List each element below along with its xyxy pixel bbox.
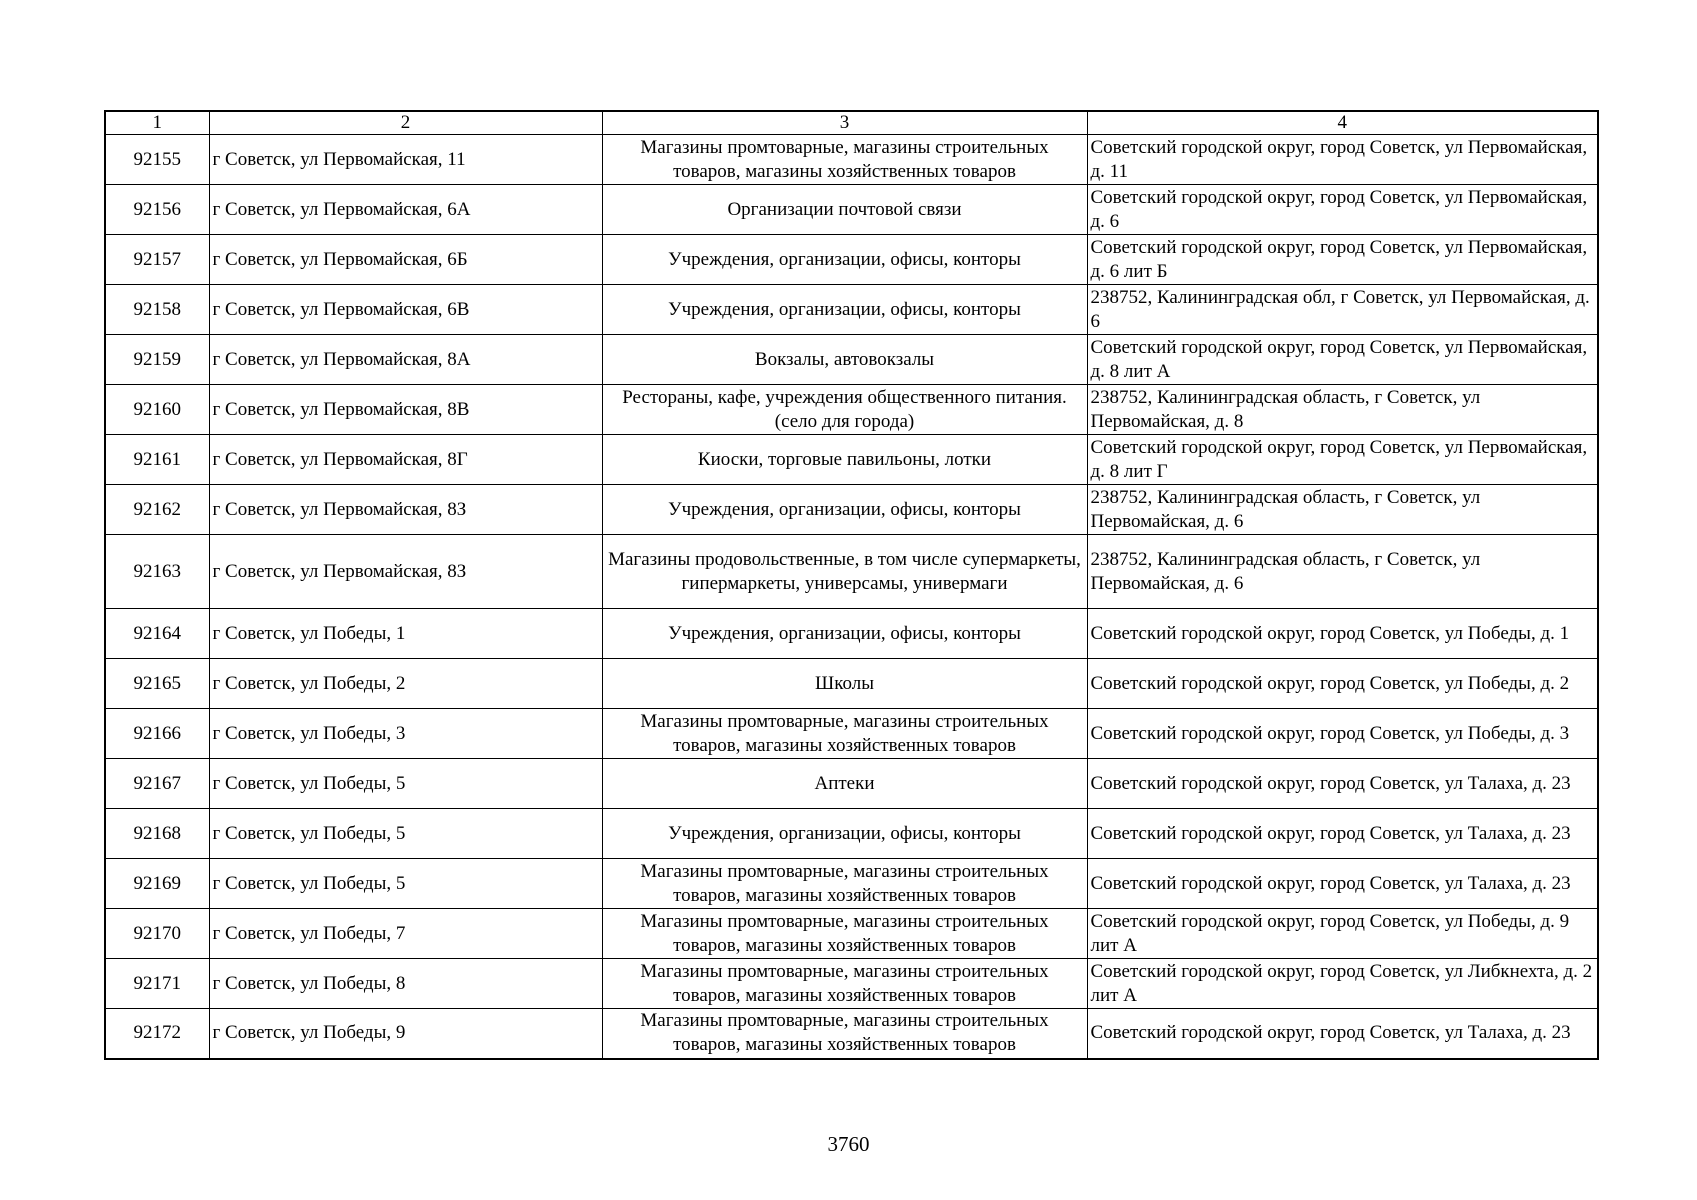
header-cell-1: 1 [105, 111, 209, 135]
row-number-cell: 92169 [105, 859, 209, 909]
table-row [105, 135, 1598, 185]
header-cell-3: 3 [602, 111, 1087, 135]
location-cell: Советский городской округ, город Советск, ул Первомайская, д. 11 [1087, 135, 1598, 185]
location-cell: 238752, Калининградская область, г Советск, ул Первомайская, д. 6 [1087, 485, 1598, 535]
object-type-cell: Школы [602, 659, 1087, 709]
row-number-cell: 92166 [105, 709, 209, 759]
data-table [104, 110, 1599, 1060]
location-cell: 238752, Калининградская область, г Советск, ул Первомайская, д. 6 [1087, 535, 1598, 609]
table-row [105, 285, 1598, 335]
row-number-cell: 92161 [105, 435, 209, 485]
address-cell: г Советск, ул Победы, 5 [209, 759, 602, 809]
table-row [105, 485, 1598, 535]
row-number-cell: 92167 [105, 759, 209, 809]
location-cell: Советский городской округ, город Советск, ул Победы, д. 1 [1087, 609, 1598, 659]
object-type-cell: Магазины промтоварные, магазины строительных товаров, магазины хозяйственных товаров [602, 859, 1087, 909]
table-row [105, 435, 1598, 485]
location-cell: Советский городской округ, город Советск, ул Либкнехта, д. 2 лит А [1087, 959, 1598, 1009]
address-cell: г Советск, ул Первомайская, 8В [209, 385, 602, 435]
object-type-cell: Аптеки [602, 759, 1087, 809]
row-number-cell: 92165 [105, 659, 209, 709]
object-type-cell: Учреждения, организации, офисы, конторы [602, 609, 1087, 659]
location-cell: Советский городской округ, город Советск, ул Первомайская, д. 6 [1087, 185, 1598, 235]
object-type-cell: Учреждения, организации, офисы, конторы [602, 235, 1087, 285]
row-number-cell: 92156 [105, 185, 209, 235]
object-type-cell: Учреждения, организации, офисы, конторы [602, 285, 1087, 335]
address-cell: г Советск, ул Победы, 9 [209, 1009, 602, 1059]
object-type-cell: Учреждения, организации, офисы, конторы [602, 809, 1087, 859]
location-cell: Советский городской округ, город Советск, ул Талаха, д. 23 [1087, 809, 1598, 859]
row-number-cell: 92160 [105, 385, 209, 435]
object-type-cell: Организации почтовой связи [602, 185, 1087, 235]
address-cell: г Советск, ул Первомайская, 6Б [209, 235, 602, 285]
location-cell: 238752, Калининградская область, г Советск, ул Первомайская, д. 8 [1087, 385, 1598, 435]
location-cell: Советский городской округ, город Советск, ул Первомайская, д. 8 лит А [1087, 335, 1598, 385]
address-cell: г Советск, ул Первомайская, 8З [209, 535, 602, 609]
table-row [105, 385, 1598, 435]
object-type-cell: Вокзалы, автовокзалы [602, 335, 1087, 385]
location-cell: Советский городской округ, город Советск, ул Первомайская, д. 6 лит Б [1087, 235, 1598, 285]
address-cell: г Советск, ул Первомайская, 8А [209, 335, 602, 385]
object-type-cell: Магазины продовольственные, в том числе супермаркеты, гипермаркеты, универсамы, универмаги [602, 535, 1087, 609]
table-row [105, 1009, 1598, 1059]
page-number: 3760 [827, 1132, 870, 1156]
row-number-cell: 92158 [105, 285, 209, 335]
address-cell: г Советск, ул Первомайская, 11 [209, 135, 602, 185]
location-cell: Советский городской округ, город Советск, ул Талаха, д. 23 [1087, 859, 1598, 909]
location-cell: Советский городской округ, город Советск, ул Победы, д. 3 [1087, 709, 1598, 759]
table-row [105, 859, 1598, 909]
header-cell-4: 4 [1087, 111, 1598, 135]
header-row [105, 111, 1598, 135]
location-cell: 238752, Калининградская обл, г Советск, ул Первомайская, д. 6 [1087, 285, 1598, 335]
address-cell: г Советск, ул Первомайская, 8З [209, 485, 602, 535]
row-number-cell: 92164 [105, 609, 209, 659]
table-row [105, 709, 1598, 759]
table-row [105, 609, 1598, 659]
address-cell: г Советск, ул Первомайская, 8Г [209, 435, 602, 485]
table-row [105, 759, 1598, 809]
object-type-cell: Магазины промтоварные, магазины строительных товаров, магазины хозяйственных товаров [602, 709, 1087, 759]
row-number-cell: 92168 [105, 809, 209, 859]
address-cell: г Советск, ул Победы, 7 [209, 909, 602, 959]
location-cell: Советский городской округ, город Советск, ул Победы, д. 2 [1087, 659, 1598, 709]
table-row [105, 659, 1598, 709]
object-type-cell: Магазины промтоварные, магазины строительных товаров, магазины хозяйственных товаров [602, 959, 1087, 1009]
location-cell: Советский городской округ, город Советск, ул Победы, д. 9 лит А [1087, 909, 1598, 959]
table-body [105, 135, 1598, 1059]
table-row [105, 909, 1598, 959]
row-number-cell: 92163 [105, 535, 209, 609]
table-row [105, 335, 1598, 385]
object-type-cell: Магазины промтоварные, магазины строительных товаров, магазины хозяйственных товаров [602, 909, 1087, 959]
location-cell: Советский городской округ, город Советск, ул Талаха, д. 23 [1087, 1009, 1598, 1059]
address-cell: г Советск, ул Первомайская, 6А [209, 185, 602, 235]
location-cell: Советский городской округ, город Советск, ул Первомайская, д. 8 лит Г [1087, 435, 1598, 485]
address-cell: г Советск, ул Победы, 3 [209, 709, 602, 759]
object-type-cell: Киоски, торговые павильоны, лотки [602, 435, 1087, 485]
row-number-cell: 92170 [105, 909, 209, 959]
table-row [105, 809, 1598, 859]
object-type-cell: Магазины промтоварные, магазины строительных товаров, магазины хозяйственных товаров [602, 1009, 1087, 1059]
object-type-cell: Учреждения, организации, офисы, конторы [602, 485, 1087, 535]
location-cell: Советский городской округ, город Советск, ул Талаха, д. 23 [1087, 759, 1598, 809]
row-number-cell: 92155 [105, 135, 209, 185]
object-type-cell: Рестораны, кафе, учреждения общественного питания. (село для города) [602, 385, 1087, 435]
table-row [105, 235, 1598, 285]
address-cell: г Советск, ул Победы, 5 [209, 809, 602, 859]
table-row [105, 535, 1598, 609]
table-row [105, 959, 1598, 1009]
row-number-cell: 92171 [105, 959, 209, 1009]
row-number-cell: 92157 [105, 235, 209, 285]
address-cell: г Советск, ул Первомайская, 6В [209, 285, 602, 335]
table-row [105, 185, 1598, 235]
header-cell-2: 2 [209, 111, 602, 135]
address-cell: г Советск, ул Победы, 1 [209, 609, 602, 659]
address-cell: г Советск, ул Победы, 8 [209, 959, 602, 1009]
address-cell: г Советск, ул Победы, 5 [209, 859, 602, 909]
row-number-cell: 92162 [105, 485, 209, 535]
row-number-cell: 92172 [105, 1009, 209, 1059]
address-cell: г Советск, ул Победы, 2 [209, 659, 602, 709]
object-type-cell: Магазины промтоварные, магазины строительных товаров, магазины хозяйственных товаров [602, 135, 1087, 185]
row-number-cell: 92159 [105, 335, 209, 385]
